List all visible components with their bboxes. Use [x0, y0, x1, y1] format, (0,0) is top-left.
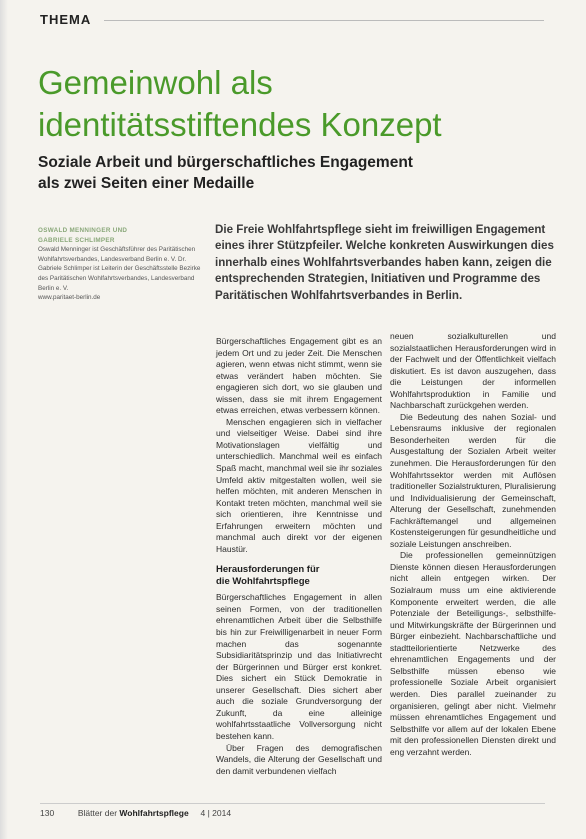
footer-rule	[40, 803, 545, 804]
issue-number: 4 | 2014	[200, 808, 232, 818]
paragraph: Über Fragen des demografischen Wandels, die Alterung der Gesellschaft und den damit verbundenen vielfach	[216, 742, 382, 776]
section-heading-line-1: Herausforderungen für	[216, 564, 320, 576]
section-heading	[216, 564, 382, 588]
header-rule	[104, 20, 544, 21]
subtitle-line-1: Soziale Arbeit und bürgerschaftliches Engagement	[38, 154, 413, 171]
paragraph: Die Bedeutung des nahen Sozial- und Lebensraums inklusive der regionalen Besonderheiten werden für die Ausgestaltung der Sozialen Arbeit weiter zunehmen. Die Herausforderungen für den Wohlfahrtssektor werden mit Auflösen traditioneller Sozialstrukturen, Pluralisierung und Individualisierung der Gemeinschaft, Alterung der Gesellschaft, zunehmenden Fachkräftemangel und allgemeinen Kostensteigerungen für gesundheitliche und soziale Leistungen anschreiben.	[390, 411, 556, 549]
body-column-2	[390, 331, 556, 758]
body-column-1	[216, 336, 382, 777]
author-website: www.paritaet-berlin.de	[38, 294, 101, 302]
magazine-name-bold: Wohlfahrtspflege	[119, 808, 189, 818]
article-subtitle	[38, 152, 538, 194]
page-number: 130	[40, 808, 55, 818]
section-label: THEMA	[40, 12, 92, 27]
author-names-line-2: GABRIELE SCHLIMPER	[38, 236, 115, 244]
author-names-line-1: OSWALD MENNINGER UND	[38, 227, 128, 234]
paragraph: neuen sozialkulturellen und sozialstaatlichen Herausforderungen wird in der Fachwelt und der Öffentlichkeit vielfach diskutiert. Es ist davon auszugehen, dass die Leistungen der informellen Wohlfahrtsproduktion in Familie und Nachbarschaft zurückgehen werden.	[390, 331, 556, 411]
paragraph: Die professionellen gemeinnützigen Dienste können diesen Herausforderungen nicht allein entgegen wirken. Der Sozialraum muss um eine aktivierende Komponente erweitert werden, die alle Potenziale der Beteiligungs-, selbsthilfe- und Mitwirkungskräfte der Bürgerinnen und Bürger einbezieht. Nachbarschaftliche und stadtteilorientierte Netzwerke des ehrenamtlichen Engagements und der Selbsthilfe müssen ebenso wie professionelle Soziale Arbeit organisiert werden. Dies parallel zueinander zu organisieren, gelingt aber nicht. Vielmehr müssen ehrenamtliches Engagement und Selbsthilfe vor allem auf der lokalen Ebene mit den professionellen Diensten direkt und eng verzahnt werden.	[390, 550, 556, 757]
paragraph: Bürgerschaftliches Engagement gibt es an jedem Ort und zu jeder Zeit. Die Menschen agieren, wenn etwas nicht stimmt, wenn sie etwas verändert haben möchten. Sie engagieren sich dort, wo sie glauben und wissen, dass sie mit ihrem Engagement etwas erreichen, etwas verbessern können.	[216, 336, 382, 416]
page-footer	[40, 808, 231, 818]
author-box	[38, 226, 203, 303]
subtitle-line-2: als zwei Seiten einer Medaille	[38, 175, 255, 192]
section-heading-line-2: die Wohlfahrtspflege	[216, 576, 310, 588]
author-bio: Oswald Menninger ist Geschäftsführer des Paritätischen Wohlfahrtsverbandes, Landesverband Berlin e. V. Dr. Gabriele Schlimper ist Leiterin der Geschäftsstelle Bezirke des Paritätischen Wohlfahrtsverbandes, Landesverband Berlin e. V.	[38, 246, 201, 292]
magazine-name-light: Blätter der	[77, 808, 118, 818]
paragraph: Menschen engagieren sich in vielfacher und vielseitiger Weise. Dabei sind ihre Motivationslagen vielfältig und unterschiedlich. Manchmal weil es einfach Spaß macht, manchmal weil sie ihr soziales Umfeld aktiv mitgestalten wollen, weil sie helfen möchten, mit anderen Menschen in Kontakt treten möchten, manchmal weil sie sich orientieren, ihre Kenntnisse und Erfahrungen erweitern möchten und manchmal auch direkt vor der eigenen Haustür.	[216, 416, 382, 554]
article-title	[38, 62, 558, 146]
title-line-1: Gemeinwohl als	[38, 64, 273, 101]
lead-paragraph: Die Freie Wohlfahrtspflege sieht im freiwilligen Engagement eines ihrer Stützpfeiler. Welche konkreten Auswirkungen dies innerhalb eines Wohlfahrtsverbandes haben kann, zeigen die entsprechenden Strategien, Initiativen und Programme des Paritätischen Wohlfahrtsverbandes in Berlin.	[215, 223, 554, 302]
page-edge-shadow	[0, 0, 8, 839]
author-names	[38, 226, 203, 245]
paragraph: Bürgerschaftliches Engagement in allen seinen Formen, von der traditionellen ehrenamtlichen Arbeit über die Selbsthilfe bis hin zur Freiwilligenarbeit in neuer Form machen das sogenannte Subsidiaritätsprinzip und das Initiativrecht der Bürgerinnen und Bürger erst konkret. Dies sichert ein Stück Demokratie in unserer Gesellschaft. Dies sichert aber auch die soziale Grundversorgung der Zukunft, da eine alleinige wohlfahrtsstaatliche Vollversorgung nicht bestehen kann.	[216, 592, 382, 741]
title-line-2: identitätsstiftendes Konzept	[38, 106, 442, 143]
